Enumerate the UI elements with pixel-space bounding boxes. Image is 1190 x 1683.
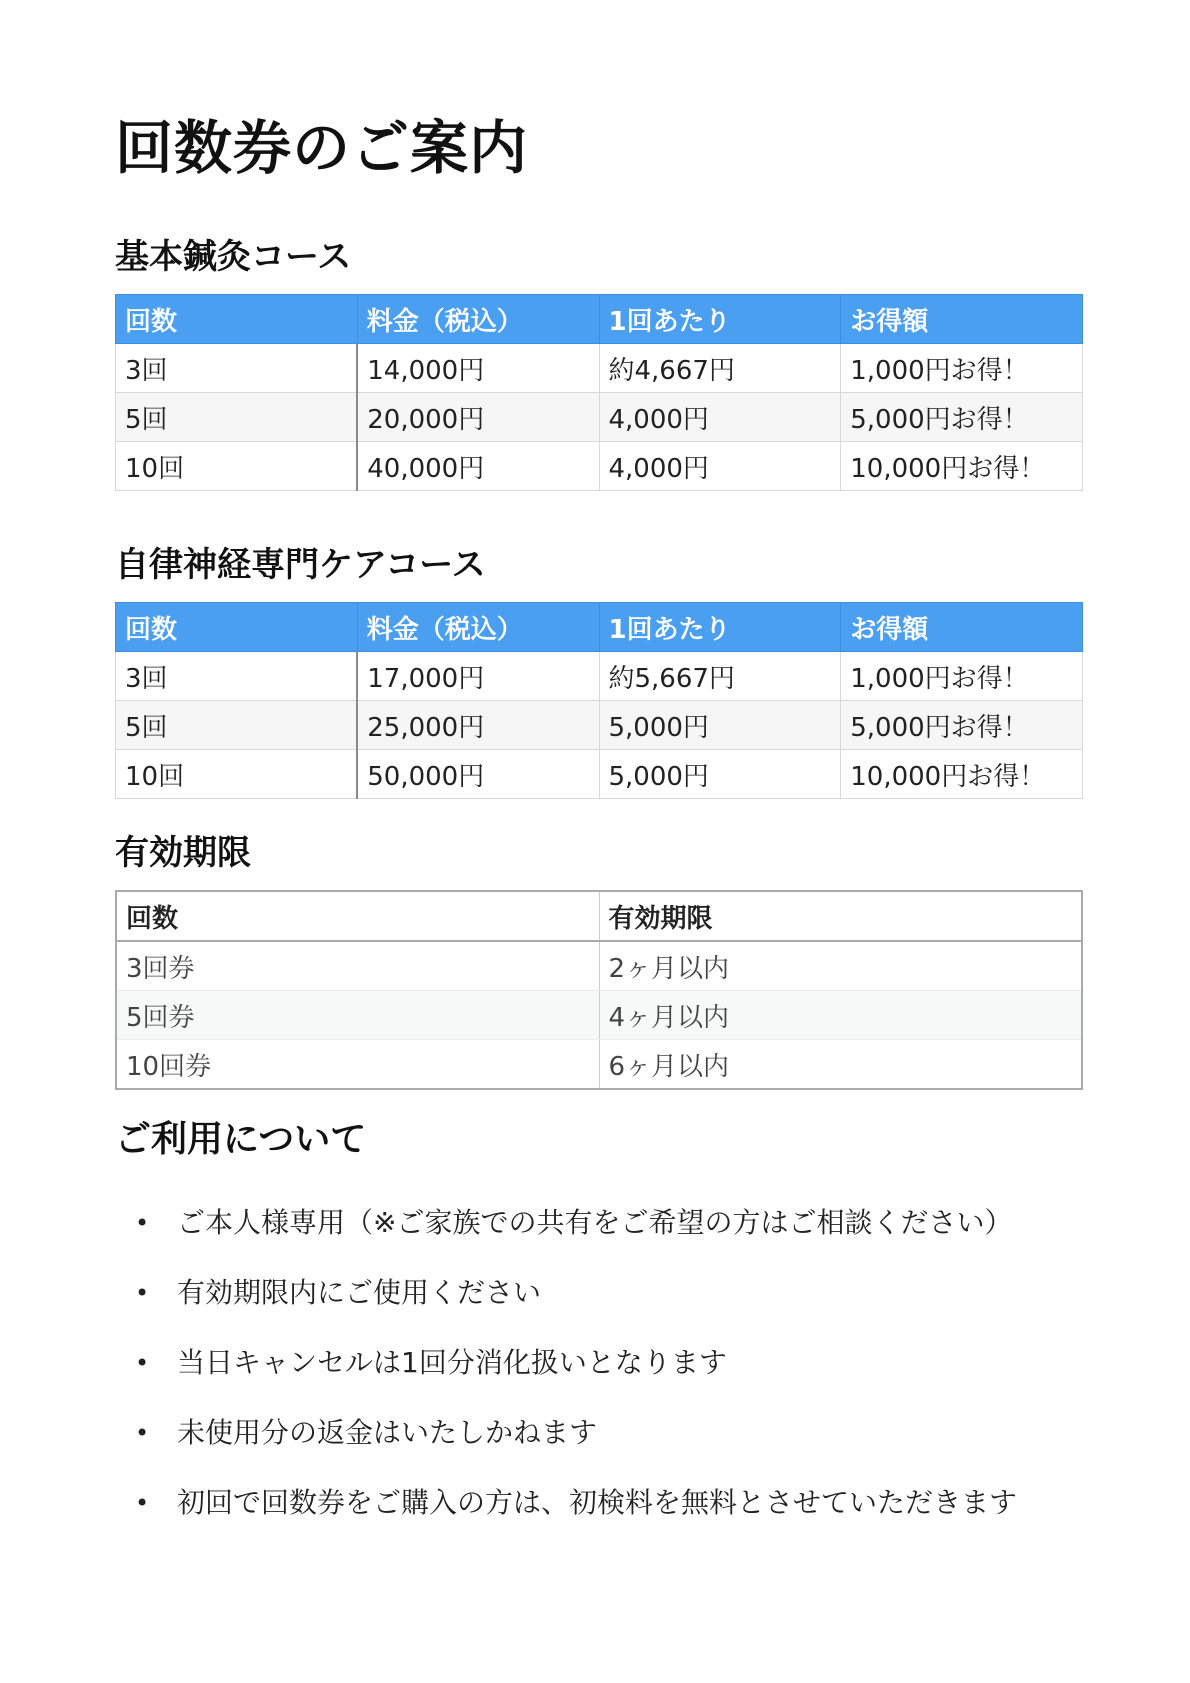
bullet-icon: • (135, 1419, 150, 1447)
cell-ticket: 5回券 (116, 991, 599, 1040)
cell-savings: 1,000円お得！ (841, 344, 1083, 393)
cell-savings: 5,000円お得！ (841, 393, 1083, 442)
usage-list (115, 1188, 1083, 1538)
cell-per-visit: 約4,667円 (599, 344, 841, 393)
list-item (115, 1258, 1083, 1328)
list-item-text: 当日キャンセルは1回分消化扱いとなります (177, 1346, 727, 1379)
cell-count: 10回 (116, 750, 358, 799)
cell-price: 14,000円 (357, 344, 599, 393)
cell-count: 5回 (116, 393, 358, 442)
table-header-row (116, 295, 1083, 344)
cell-per-visit: 4,000円 (599, 442, 841, 491)
cell-validity: 4ヶ月以内 (599, 991, 1082, 1040)
basic-course-table (115, 294, 1083, 491)
cell-per-visit: 4,000円 (599, 393, 841, 442)
header-count: 回数 (116, 295, 358, 344)
cell-per-visit: 5,000円 (599, 701, 841, 750)
header-per-visit: 1回あたり (599, 295, 841, 344)
table-row (116, 701, 1083, 750)
list-item (115, 1328, 1083, 1398)
cell-count: 3回 (116, 344, 358, 393)
basic-course-heading: 基本鍼灸コース (115, 237, 352, 277)
table-row (116, 991, 1082, 1040)
header-count: 回数 (116, 891, 599, 941)
header-savings: お得額 (841, 603, 1083, 652)
cell-validity: 6ヶ月以内 (599, 1040, 1082, 1090)
autonomic-course-heading: 自律神経専門ケアコース (115, 545, 486, 585)
list-item-text: 未使用分の返金はいたしかねます (177, 1416, 598, 1449)
cell-count: 3回 (116, 652, 358, 701)
header-price: 料金（税込） (357, 295, 599, 344)
usage-heading: ご利用について (115, 1118, 367, 1160)
table-row (116, 344, 1083, 393)
cell-count: 10回 (116, 442, 358, 491)
table-header-row (116, 891, 1082, 941)
cell-validity: 2ヶ月以内 (599, 941, 1082, 991)
table-row (116, 442, 1083, 491)
header-per-visit: 1回あたり (599, 603, 841, 652)
bullet-icon: • (135, 1489, 150, 1517)
table-header-row (116, 603, 1083, 652)
list-item-text: 初回で回数券をご購入の方は、初検料を無料とさせていただきます (177, 1486, 1018, 1519)
cell-price: 25,000円 (357, 701, 599, 750)
cell-price: 40,000円 (357, 442, 599, 491)
bullet-icon: • (135, 1279, 150, 1307)
bullet-icon: • (135, 1209, 150, 1237)
cell-ticket: 3回券 (116, 941, 599, 991)
bullet-icon: • (135, 1349, 150, 1377)
autonomic-course-table (115, 602, 1083, 799)
list-item (115, 1188, 1083, 1258)
cell-price: 20,000円 (357, 393, 599, 442)
validity-heading: 有効期限 (115, 833, 251, 873)
header-savings: お得額 (841, 295, 1083, 344)
cell-count: 5回 (116, 701, 358, 750)
list-item-text: 有効期限内にご使用ください (177, 1276, 542, 1309)
table-row (116, 941, 1082, 991)
table-row (116, 393, 1083, 442)
cell-per-visit: 5,000円 (599, 750, 841, 799)
cell-savings: 5,000円お得！ (841, 701, 1083, 750)
table-row (116, 750, 1083, 799)
table-row (116, 652, 1083, 701)
list-item (115, 1398, 1083, 1468)
header-validity: 有効期限 (599, 891, 1082, 941)
cell-savings: 10,000円お得！ (841, 750, 1083, 799)
table-row (116, 1040, 1082, 1090)
cell-price: 17,000円 (357, 652, 599, 701)
cell-price: 50,000円 (357, 750, 599, 799)
cell-ticket: 10回券 (116, 1040, 599, 1090)
page-title: 回数券のご案内 (115, 114, 529, 182)
cell-per-visit: 約5,667円 (599, 652, 841, 701)
list-item-text: ご本人様専用（※ご家族での共有をご希望の方はご相談ください） (177, 1206, 1013, 1239)
cell-savings: 1,000円お得！ (841, 652, 1083, 701)
header-count: 回数 (116, 603, 358, 652)
validity-table (115, 890, 1083, 1090)
header-price: 料金（税込） (357, 603, 599, 652)
list-item (115, 1468, 1083, 1538)
cell-savings: 10,000円お得！ (841, 442, 1083, 491)
